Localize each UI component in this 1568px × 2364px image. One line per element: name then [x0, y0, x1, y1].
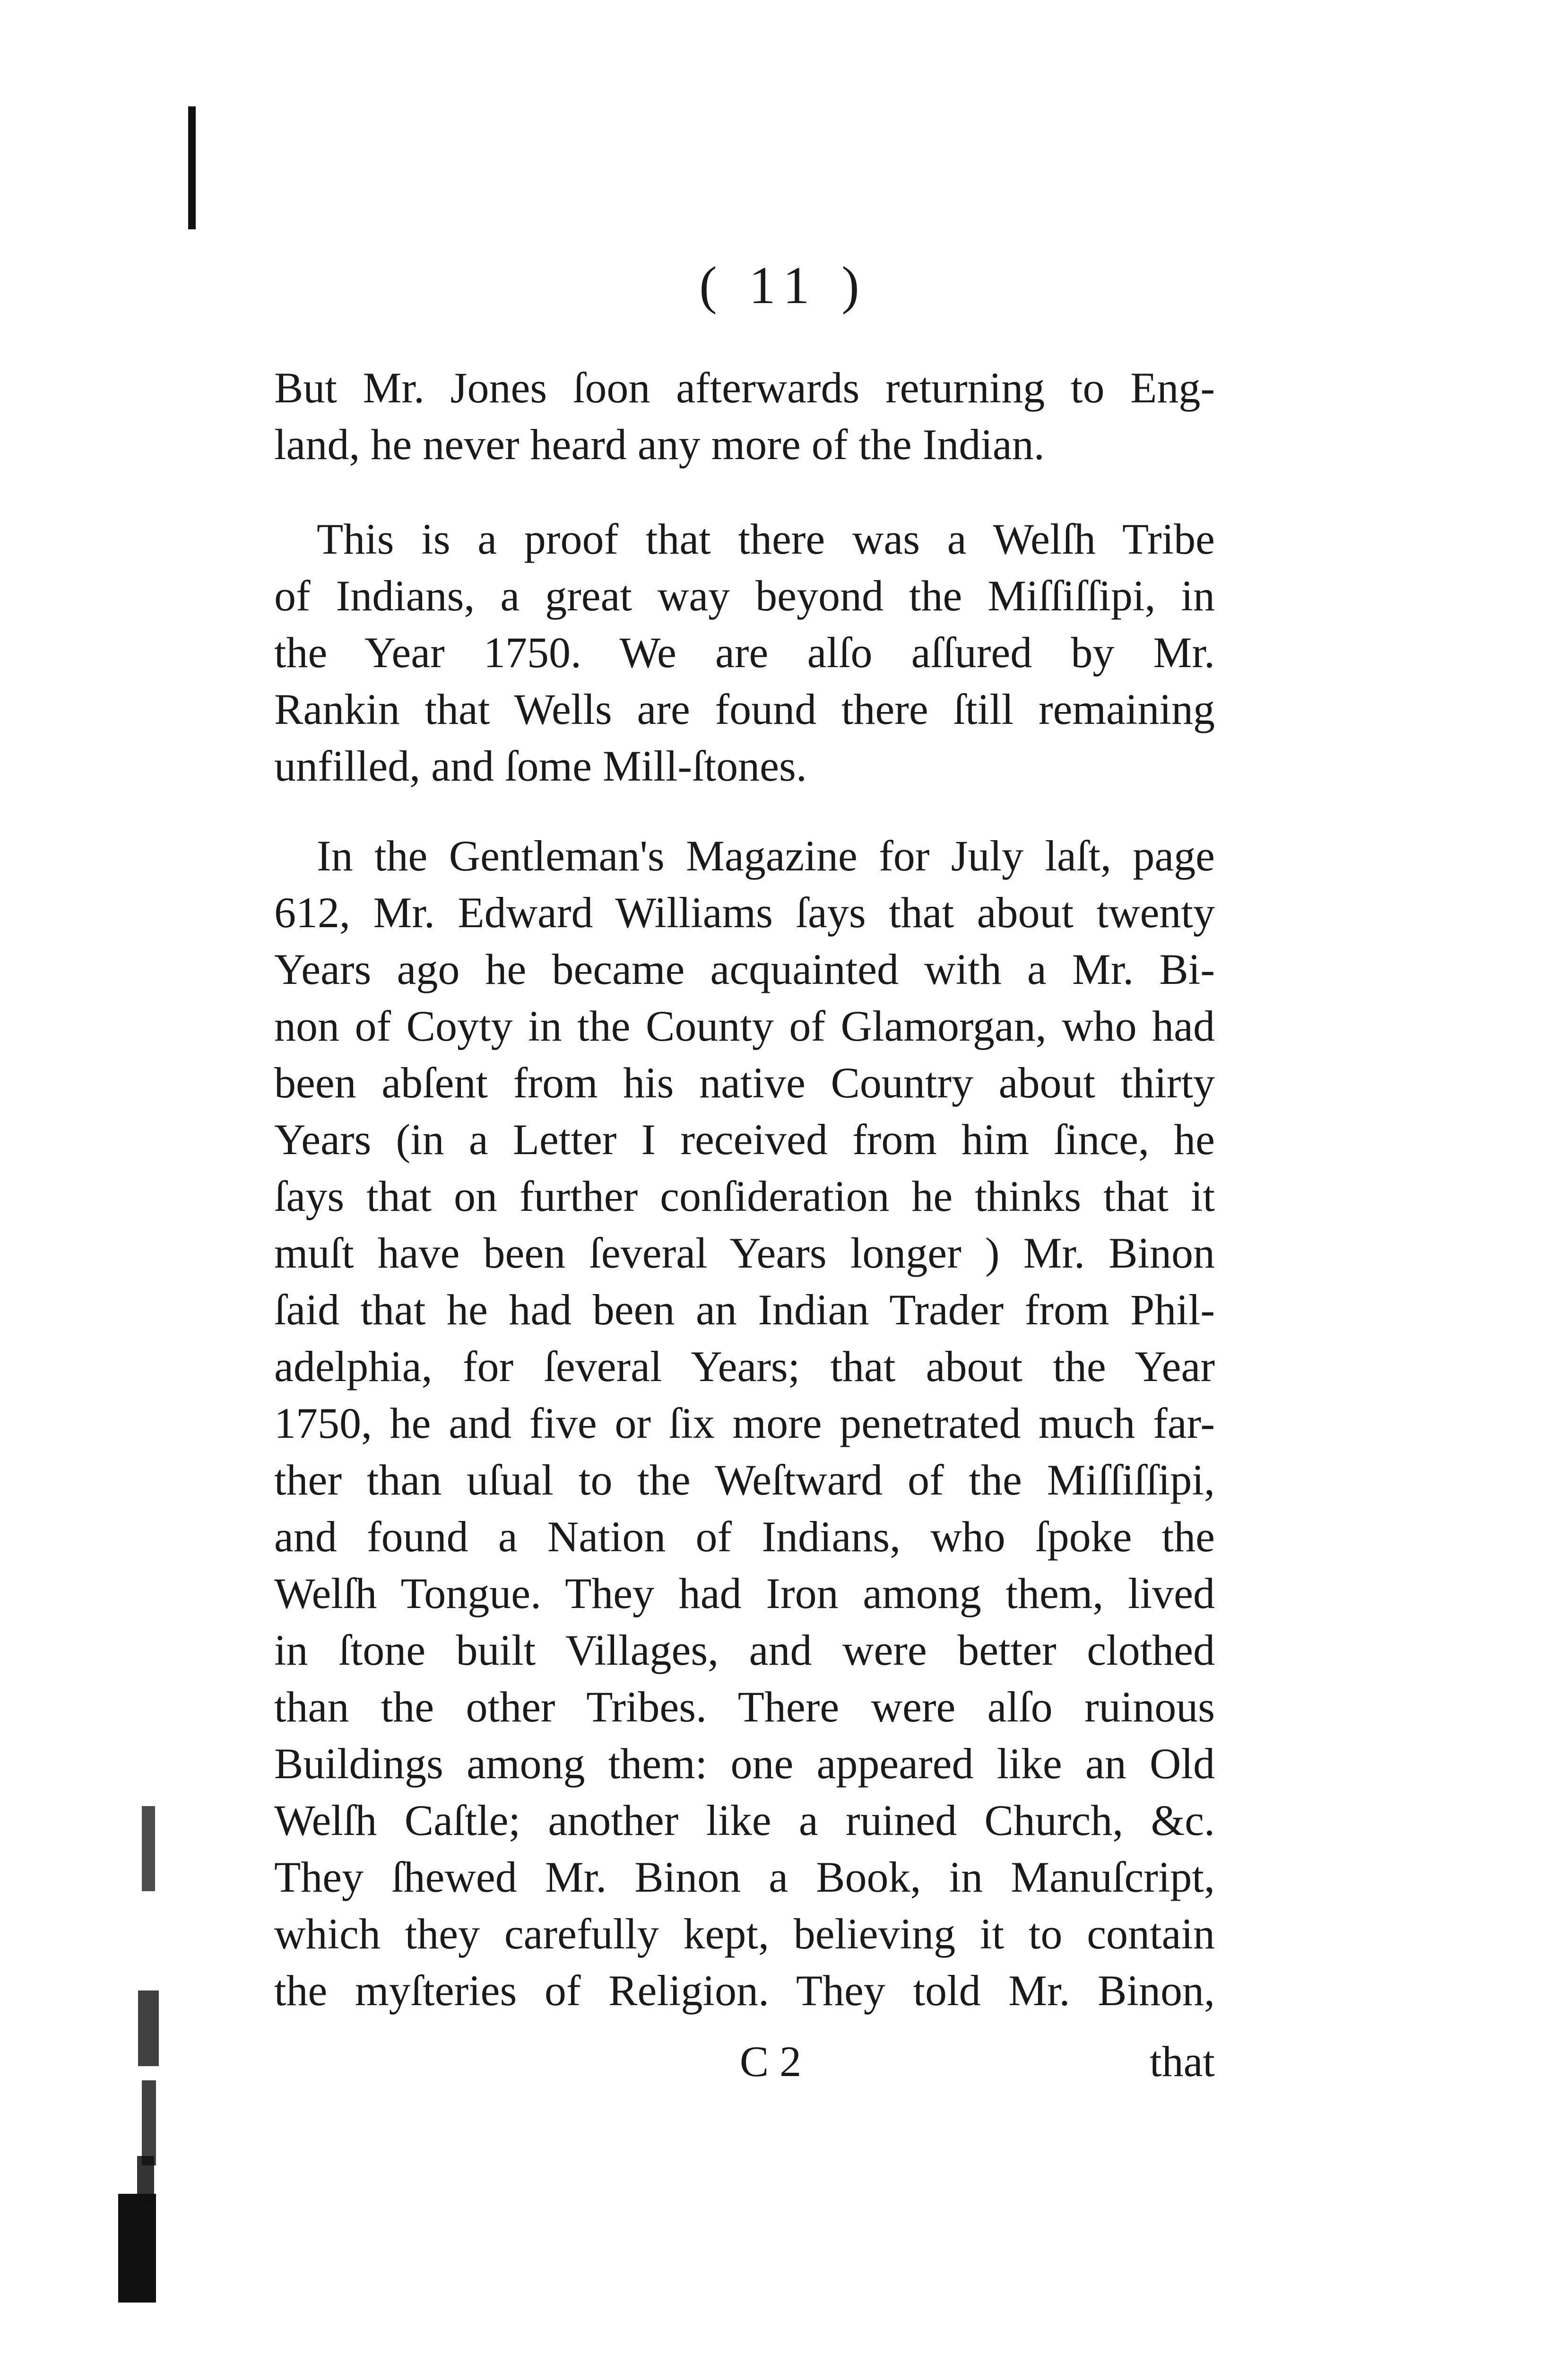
text-line: Welſh Tongue. They had Iron among them, lived: [274, 1569, 1215, 1617]
text-line: ſaid that he had been an Indian Trader from Phil-: [274, 1286, 1215, 1334]
scan-artifact: [137, 2156, 154, 2203]
text-line: 612, Mr. Edward Williams ſays that about twenty: [274, 888, 1215, 937]
text-line: non of Coyty in the County of Glamorgan, who had: [274, 1002, 1215, 1050]
text-line: the Year 1750. We are alſo aſſured by Mr.: [274, 628, 1215, 677]
text-line: Welſh Caſtle; another like a ruined Church, &c.: [274, 1796, 1215, 1844]
text-line: ther than uſual to the Weſtward of the Miſſiſſipi,: [274, 1456, 1215, 1504]
text-line: and found a Nation of Indians, who ſpoke the: [274, 1512, 1215, 1561]
text-line: which they carefully kept, believing it to contain: [274, 1910, 1215, 1958]
text-line: adelphia, for ſeveral Years; that about the Year: [274, 1342, 1215, 1391]
text-line: unfilled, and ſome Mill-ſtones.: [274, 742, 807, 790]
text-line: They ſhewed Mr. Binon a Book, in Manuſcript,: [274, 1853, 1215, 1901]
text-line: ſays that on further conſideration he thinks that it: [274, 1172, 1215, 1220]
text-line: 1750, he and five or ſix more penetrated much far-: [274, 1399, 1215, 1447]
scan-artifact: [188, 106, 196, 229]
scan-artifact: [138, 1990, 159, 2066]
text-line: land, he never heard any more of the Indian.: [274, 420, 1045, 469]
page-footer: [274, 2033, 1215, 2090]
scan-artifact: [142, 1806, 155, 1891]
text-line: Buildings among them: one appeared like an Old: [274, 1739, 1215, 1788]
text-line: of Indians, a great way beyond the Miſſiſſipi, in: [274, 572, 1215, 620]
text-line: Rankin that Wells are found there ſtill remaining: [274, 685, 1215, 733]
text-line: In the Gentleman's Magazine for July laſt, page: [317, 832, 1215, 880]
text-line: muſt have been ſeveral Years longer ) Mr. Binon: [274, 1229, 1215, 1277]
scan-artifact: [142, 2080, 156, 2165]
signature-mark: C 2: [739, 2037, 802, 2086]
paragraph-2: [274, 511, 1215, 794]
paragraph-1: [274, 359, 1215, 473]
text-line: But Mr. Jones ſoon afterwards returning to Eng-: [274, 364, 1215, 412]
text-line: Years (in a Letter I received from him ſince, he: [274, 1115, 1215, 1164]
text-line: This is a proof that there was a Welſh Tribe: [317, 515, 1215, 563]
paragraph-3: [274, 827, 1215, 2019]
text-line: been abſent from his native Country about thirty: [274, 1059, 1215, 1107]
text-line: Years ago he became acquainted with a Mr. Bi-: [274, 945, 1215, 993]
catchword: that: [1150, 2037, 1215, 2086]
text-line: than the other Tribes. There were alſo ruinous: [274, 1683, 1215, 1731]
page-number: ( 11 ): [699, 256, 869, 315]
text-line: the myſteries of Religion. They told Mr. Binon,: [274, 1966, 1215, 2015]
scan-artifact: [118, 2194, 156, 2303]
text-line: in ſtone built Villages, and were better clothed: [274, 1626, 1215, 1674]
